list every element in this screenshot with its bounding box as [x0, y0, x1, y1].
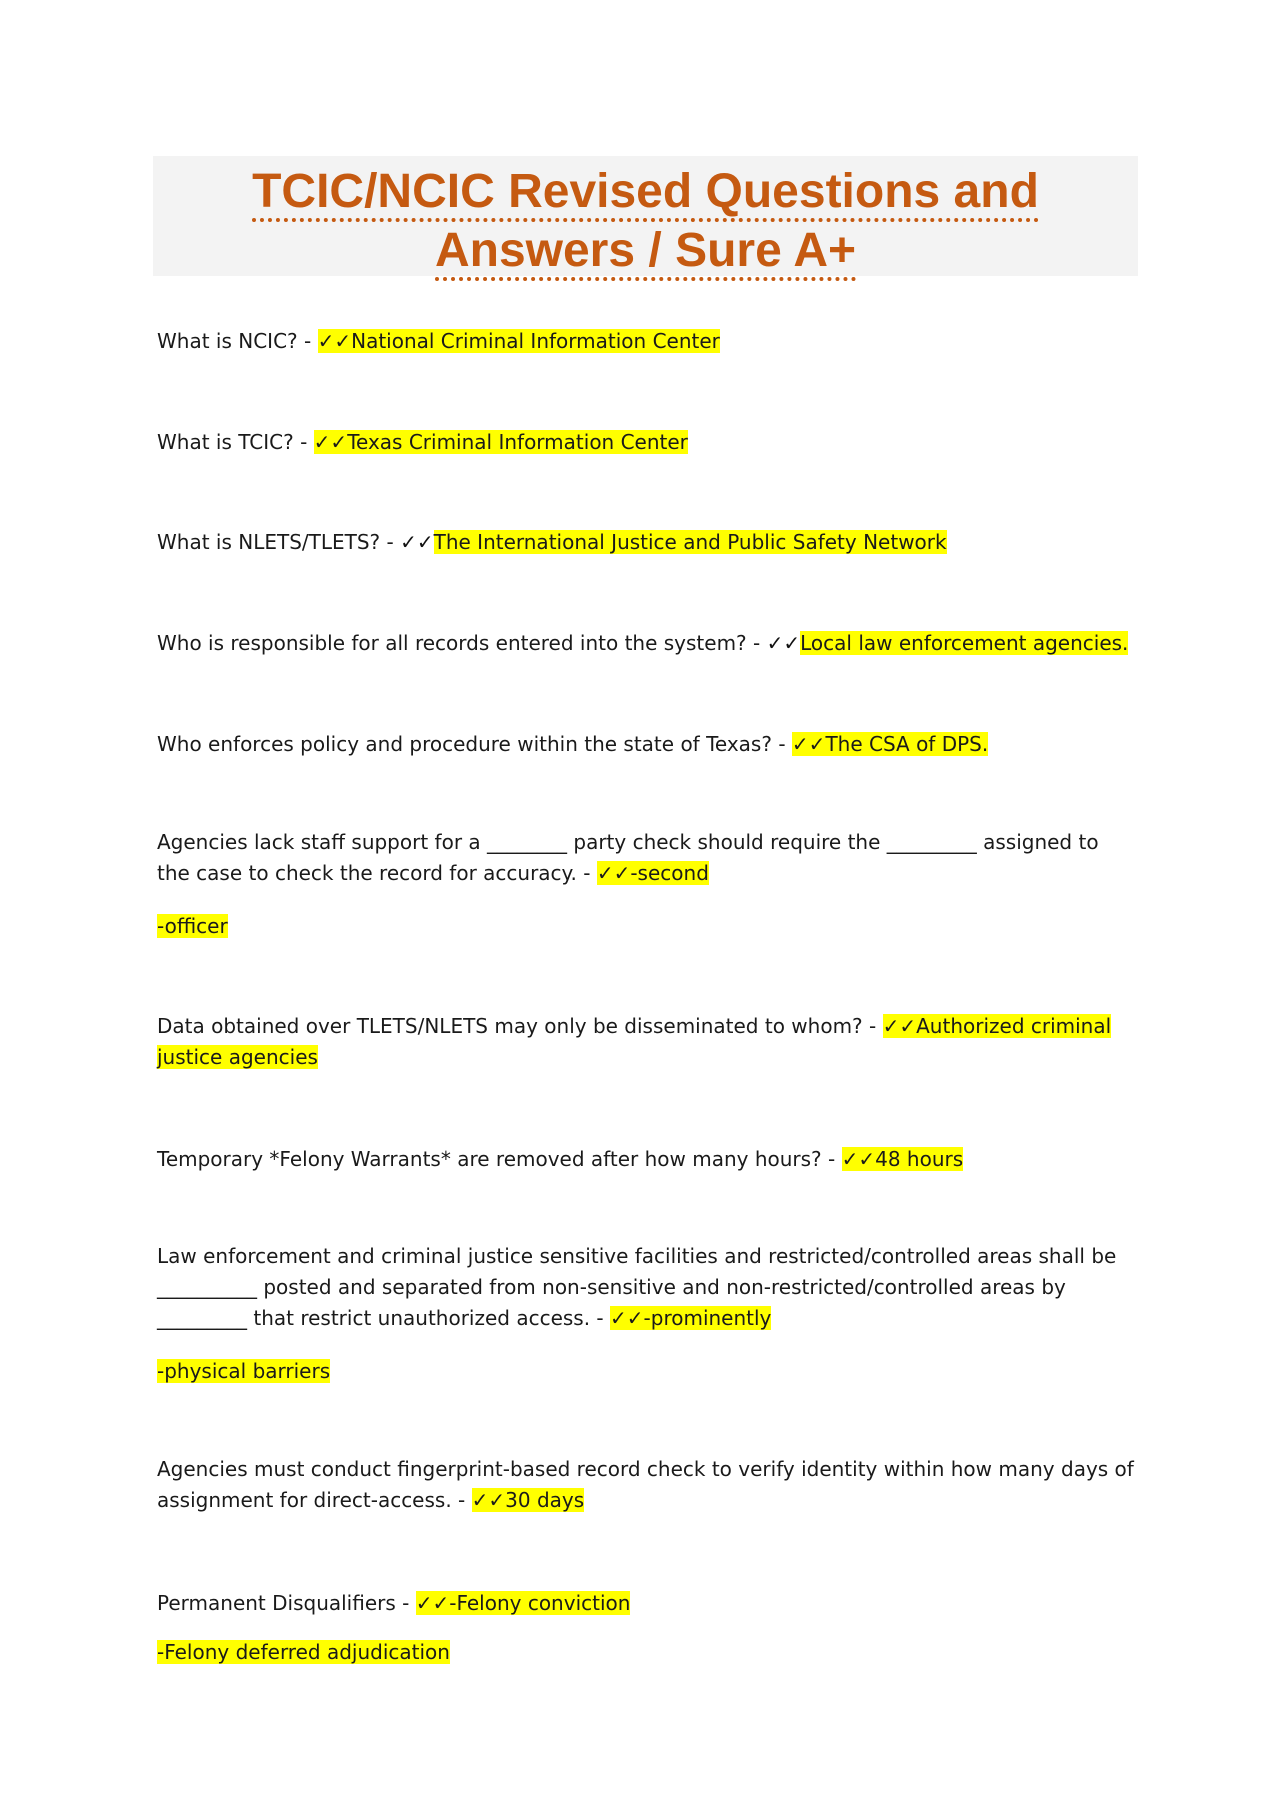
qa-item — [157, 1241, 1137, 1334]
separator: - — [297, 329, 318, 353]
checkmark-icon: ✓✓ — [791, 732, 826, 756]
answer-continuation — [157, 1637, 450, 1668]
answer-extra-text: -officer — [157, 914, 228, 938]
separator: - — [451, 1488, 472, 1512]
checkmark-icon: ✓✓ — [471, 1488, 506, 1512]
answer-text: 48 hours — [875, 1147, 964, 1171]
answer-text: -second — [630, 861, 709, 885]
checkmark-icon: ✓✓ — [882, 1014, 917, 1038]
question-text: Data obtained over TLETS/NLETS may only be disseminated to whom? — [157, 1014, 863, 1038]
checkmark-icon: ✓✓ — [766, 631, 801, 655]
separator: - — [746, 631, 767, 655]
qa-item — [157, 1588, 1137, 1619]
checkmark-icon: ✓✓ — [400, 530, 434, 554]
qa-item — [157, 326, 1137, 357]
answer-highlight — [597, 861, 709, 885]
question-text: Permanent Disqualifiers — [157, 1591, 396, 1615]
answer-continuation — [157, 1356, 330, 1387]
checkmark-icon: ✓✓ — [610, 1306, 644, 1330]
question-text: Law enforcement and criminal justice sensitive facilities and restricted/controlled areas shall be __________ posted and separated from non-sensitive and non-restricted/controlled areas by _________ that restrict unauthorized access. — [157, 1244, 1117, 1330]
answer-text: Local law enforcement agencies. — [800, 631, 1129, 655]
checkmark-icon: ✓✓ — [596, 861, 631, 885]
separator: - — [395, 1591, 416, 1615]
title-line-2: Answers / Sure A+ — [153, 221, 1138, 280]
separator: - — [380, 530, 401, 554]
answer-highlight — [416, 1591, 631, 1615]
answer-text: Texas Criminal Information Center — [347, 430, 688, 454]
answer-extra-text: -Felony deferred adjudication — [157, 1640, 450, 1664]
qa-item — [157, 1144, 1137, 1175]
question-text: What is NCIC? — [157, 329, 298, 353]
answer-text: The International Justice and Public Safety Network — [433, 530, 947, 554]
answer-highlight — [318, 329, 720, 353]
question-text: Agencies lack staff support for a ________ party check should require the _________ assigned to the case to check the record for accuracy. — [157, 830, 1099, 885]
answer-highlight — [472, 1488, 585, 1512]
answer-text: 30 days — [505, 1488, 585, 1512]
separator: - — [293, 430, 314, 454]
question-text: What is NLETS/TLETS? — [157, 530, 381, 554]
answer-text: National Criminal Information Center — [351, 329, 720, 353]
answer-highlight — [842, 1147, 964, 1171]
title-banner — [153, 156, 1138, 276]
qa-item — [157, 827, 1137, 889]
answer-text: -Felony conviction — [449, 1591, 631, 1615]
answer-text: Authorized criminal justice agencies — [157, 1014, 1112, 1069]
qa-item — [157, 1454, 1137, 1516]
answer-text: -prominently — [643, 1306, 772, 1330]
answer-highlight — [314, 430, 688, 454]
question-text: Who is responsible for all records entered into the system? — [157, 631, 747, 655]
qa-item — [157, 628, 1137, 659]
checkmark-icon: ✓✓ — [313, 430, 348, 454]
checkmark-icon: ✓✓ — [841, 1147, 876, 1171]
separator: - — [862, 1014, 883, 1038]
answer-continuation — [157, 911, 228, 942]
question-text: Temporary *Felony Warrants* are removed after how many hours? — [157, 1147, 822, 1171]
question-text: Agencies must conduct fingerprint-based record check to verify identity within how many days of assignment for direct-access. — [157, 1457, 1134, 1512]
qa-item — [157, 527, 1137, 558]
separator: - — [590, 1306, 611, 1330]
title-line-1: TCIC/NCIC Revised Questions and — [153, 162, 1138, 221]
qa-item — [157, 427, 1137, 458]
question-text: Who enforces policy and procedure within the state of Texas? — [157, 732, 772, 756]
qa-item — [157, 1011, 1137, 1073]
qa-item — [157, 729, 1137, 760]
checkmark-icon: ✓✓ — [415, 1591, 450, 1615]
separator: - — [821, 1147, 842, 1171]
answer-extra-text: -physical barriers — [157, 1359, 331, 1383]
checkmark-icon: ✓✓ — [317, 329, 352, 353]
question-text: What is TCIC? — [157, 430, 294, 454]
answer-highlight — [792, 732, 988, 756]
answer-highlight — [610, 1306, 771, 1330]
answer-text: The CSA of DPS. — [825, 732, 989, 756]
separator: - — [576, 861, 597, 885]
separator: - — [771, 732, 792, 756]
